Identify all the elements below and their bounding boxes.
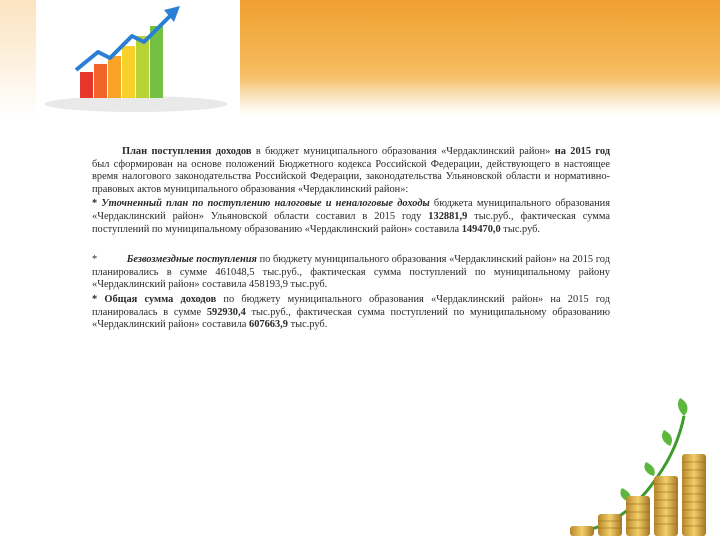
- bullet: *: [92, 254, 127, 266]
- paragraph-tax-revenue: [92, 198, 610, 236]
- growth-bar-chart-icon: [36, 0, 236, 122]
- budget-revenue-text: [92, 146, 610, 332]
- tax-fact-value: 149470,0: [461, 223, 501, 235]
- p4-text: по бюджету муниципального образования «Чердаклинский район» на 2015 год планировалась в сумме: [92, 293, 610, 318]
- bullet: *: [92, 293, 105, 305]
- p1-tail: был сформирован на основе положений Бюджетного кодекса Российской Федерации, действующего в настоящее время налогового законодательства Российской Федерации, законодательства Ульяновской области и нормативно-правовых актов муниципального образования «Чердаклинский район»:: [92, 158, 610, 195]
- p2-text: бюджета муниципального образования «Чердаклинский район» Ульяновской области составил в 2015 году: [92, 198, 611, 222]
- p3-text: по бюджету муниципального образования «Чердаклинский район» на 2015 год планировались в сумме 461048,5 тыс.руб., фактическая сумма поступлений по муниципальному району «Чердаклинский район» составила 458193,9 тыс.руб.: [92, 254, 610, 291]
- paragraph-grants: [92, 254, 610, 292]
- coin-stacks-growth-icon: [560, 380, 720, 540]
- total-fact-value: 607663,9: [249, 319, 288, 331]
- tax-revenue-heading: Уточненный план по поступлению налоговые и неналоговые доходы: [101, 198, 430, 210]
- header-orange-band: [240, 0, 720, 120]
- total-revenue-heading: Общая сумма доходов: [104, 293, 217, 305]
- paragraph-plan: [92, 146, 610, 196]
- p4-text-2: тыс.руб., фактическая сумма поступлений по муниципальному образованию «Чердаклинский район» составила: [92, 306, 611, 331]
- plan-heading: План поступления доходов: [122, 146, 252, 157]
- bullet: *: [92, 198, 102, 210]
- total-plan-value: 592930,4: [206, 306, 246, 318]
- p4-end: тыс.руб.: [287, 319, 328, 331]
- paragraph-total-revenue: [92, 294, 610, 332]
- p1-text: в бюджет муниципального образования «Чердаклинский район»: [251, 146, 555, 157]
- header-left-gradient: [0, 0, 36, 120]
- p2-text-2: тыс.руб., фактическая сумма поступлений по муниципальному образованию «Чердаклинский район» составила: [92, 210, 610, 235]
- tax-plan-value: 132881,9: [428, 210, 468, 222]
- coin-stacks: [570, 454, 706, 536]
- grants-heading: Безвозмездные поступления: [126, 254, 257, 266]
- plan-year: на 2015 год: [554, 146, 610, 157]
- p2-end: тыс.руб.: [500, 223, 541, 235]
